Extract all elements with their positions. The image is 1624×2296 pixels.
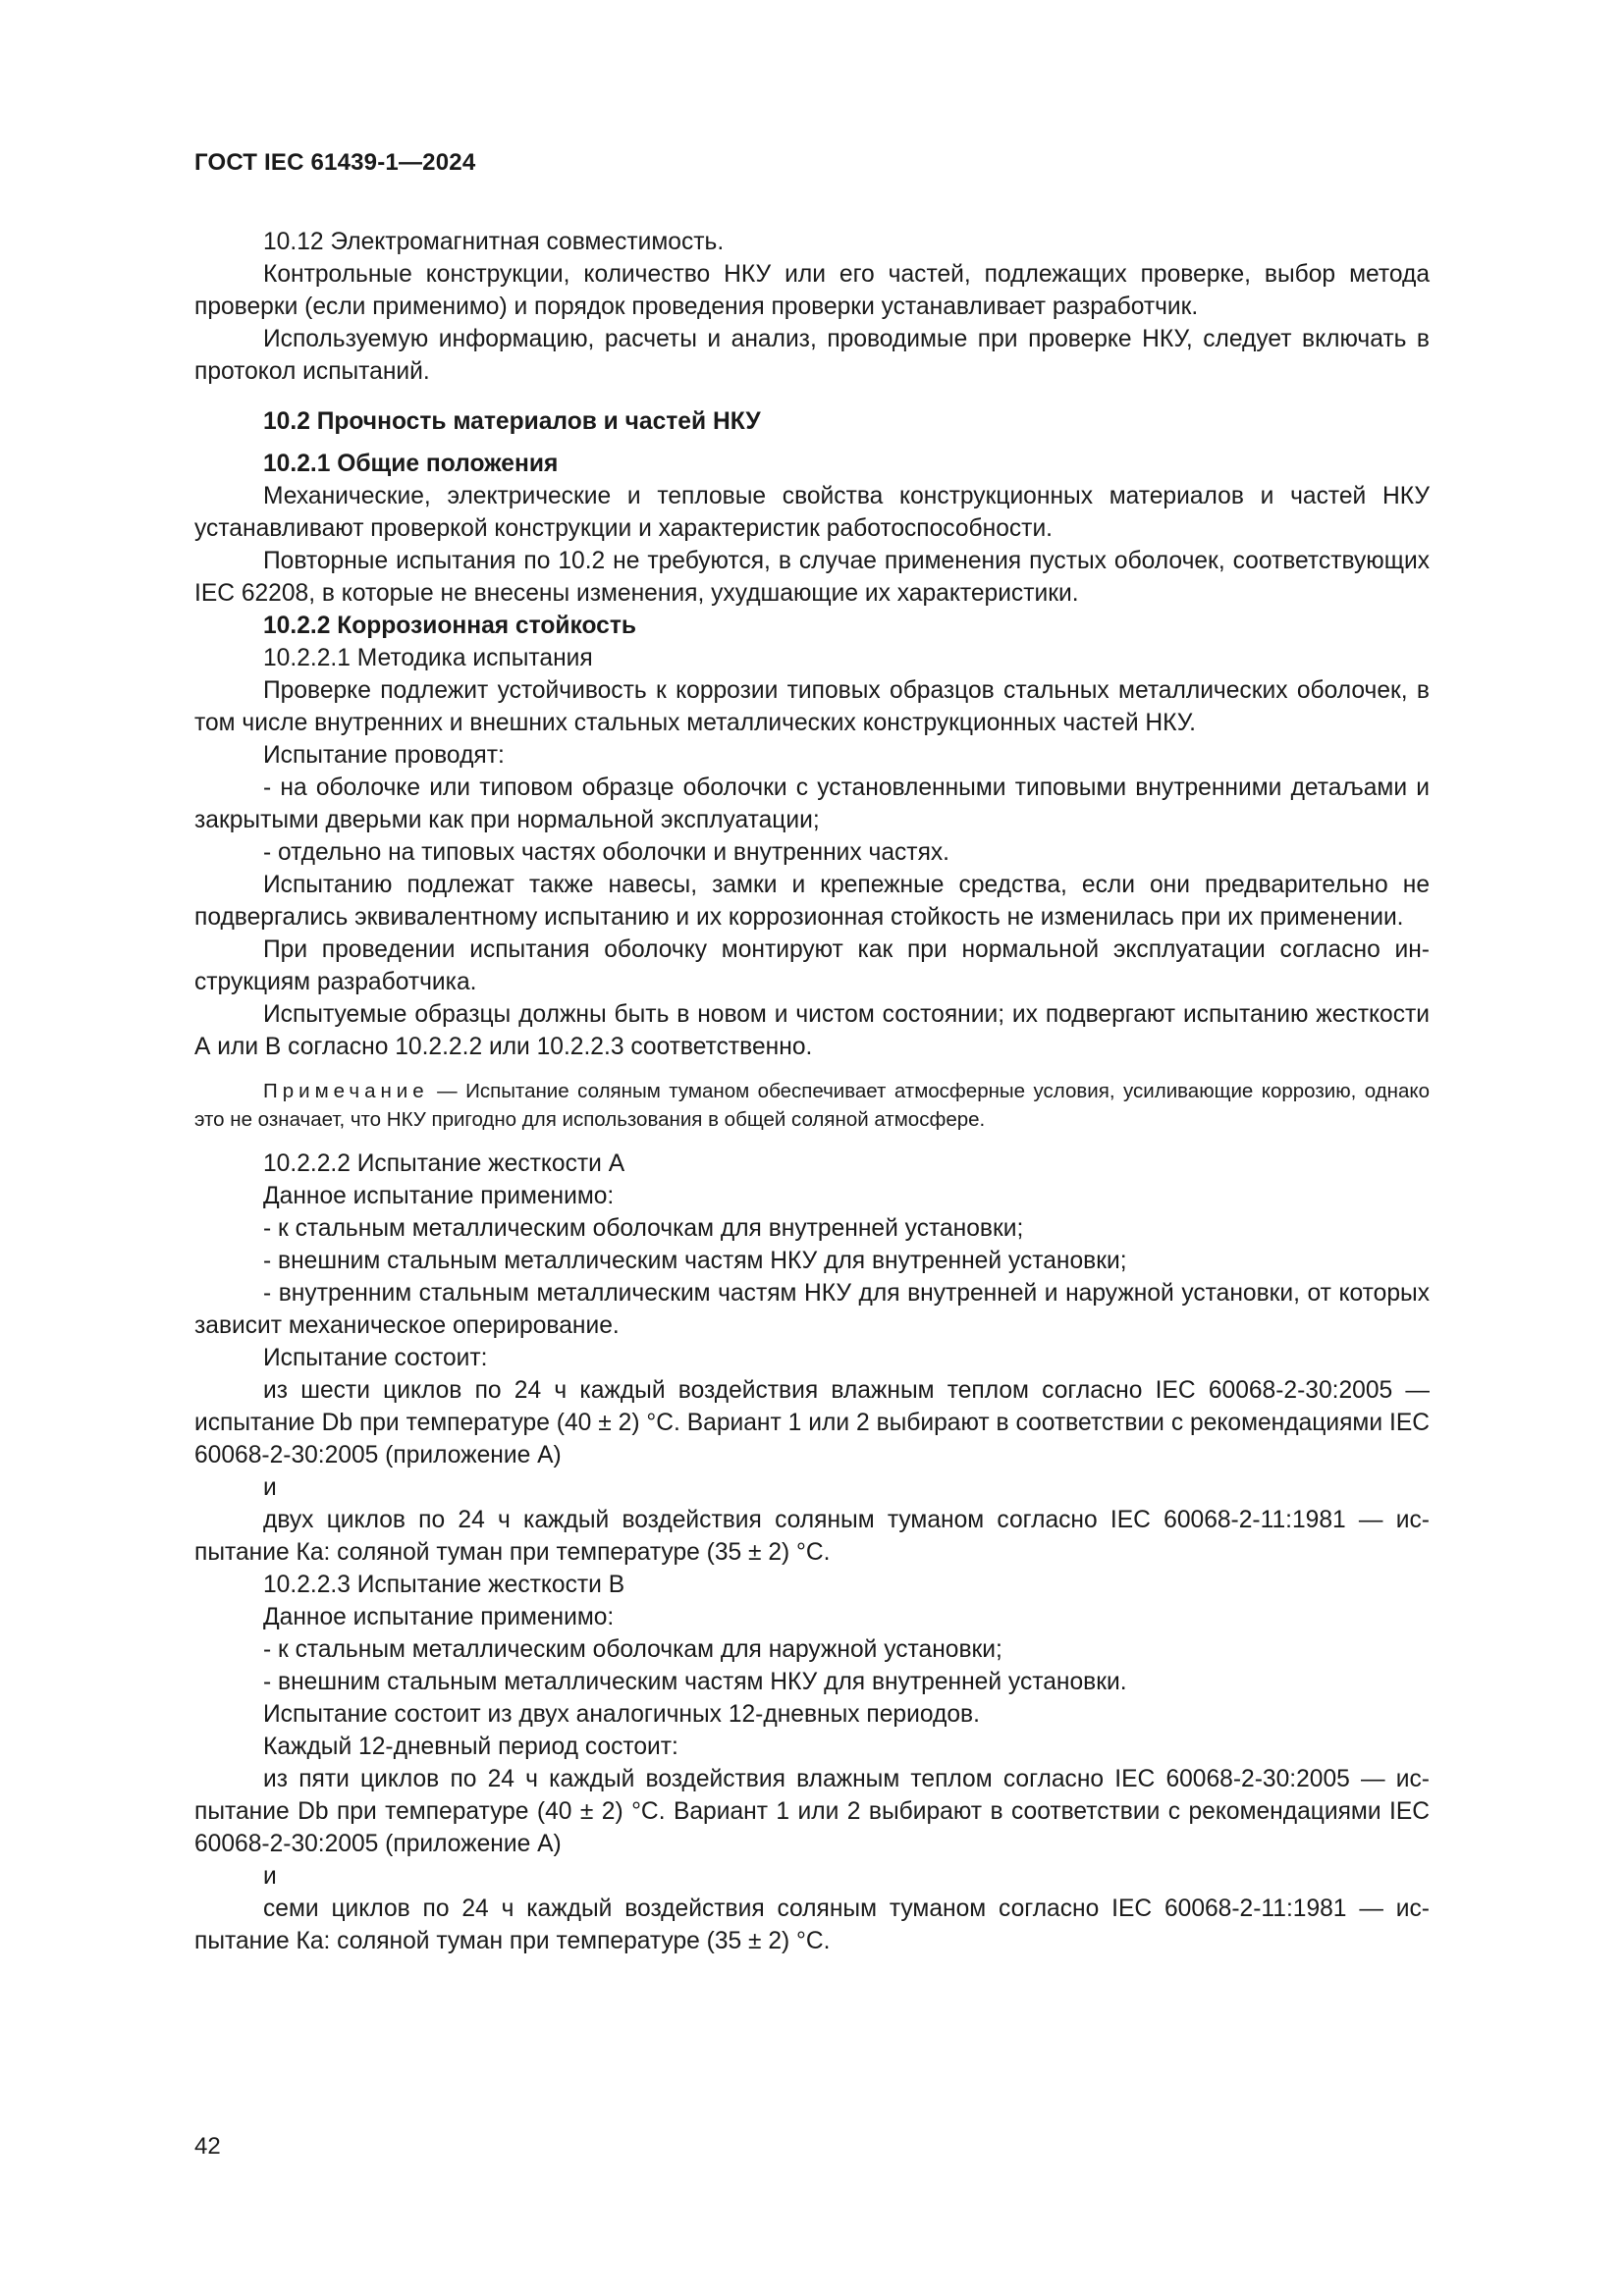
paragraph: Используемую информацию, расчеты и анализ, проводимые при проверке НКУ, следует включать в протокол испытаний. — [194, 326, 1430, 385]
clause-title: 10.2.2.2 Испытание жесткости А — [263, 1150, 625, 1177]
conjunction: и — [263, 1474, 277, 1501]
clause-title: 10.2.2.3 Испытание жесткости В — [263, 1572, 625, 1598]
paragraph: из шести циклов по 24 ч каждый воздействия влажным теплом согласно IEC 60068-2-30:2005 — испытание Db при температуре (40 ± 2) °С. Вариант 1 или 2 выбирают в соответствии с рекомендациями IEC 60068-2-30:2005 (приложение А) — [194, 1377, 1430, 1468]
list-item: - отдельно на типовых частях оболочки и внутренних частях. — [263, 839, 950, 866]
list-item: - к стальным металлическим оболочкам для наружной установки; — [263, 1636, 1002, 1663]
paragraph: При проведении испытания оболочку монтируют как при нормальной эксплуатации согласно инструкциям разработчика. — [194, 936, 1430, 995]
paragraph: Испытанию подлежат также навесы, замки и крепежные средства, если они предварительно не подвергались эквивалентному испытанию и их коррозионная стойкость не изменилась при их применении. — [194, 872, 1430, 931]
paragraph: Проверке подлежит устойчивость к коррозии типовых образцов стальных металлических оболочек, в том числе внутренних и внешних стальных металлических конструкционных частей НКУ. — [194, 677, 1430, 736]
note-text: — Испытание соляным туманом обеспечивает атмосферные условия, усиливающие коррозию, однако это не означает, что НКУ пригодно для использования в общей соляной атмосфере. — [194, 1080, 1430, 1131]
list-item: - внешним стальным металлическим частям НКУ для внутренней установки; — [263, 1248, 1127, 1274]
list-item: - внутренним стальным металлическим частям НКУ для внутренней и наружной установки, от которых зависит механическое оперирование. — [194, 1280, 1430, 1339]
paragraph: Каждый 12-дневный период состоит: — [263, 1734, 678, 1760]
paragraph: семи циклов по 24 ч каждый воздействия соляным туманом согласно IEC 60068-2-11:1981 — испытание Ка: соляной туман при температуре (35 ± 2) °С. — [194, 1896, 1430, 1954]
standard-header: ГОСТ IEC 61439-1—2024 — [194, 149, 476, 176]
list-item: - к стальным металлическим оболочкам для внутренней установки; — [263, 1215, 1024, 1242]
page-number: 42 — [194, 2133, 221, 2160]
paragraph: Данное испытание применимо: — [263, 1604, 615, 1630]
clause-title: 10.2.2.1 Методика испытания — [263, 645, 593, 671]
note — [194, 1077, 1430, 1134]
paragraph: двух циклов по 24 ч каждый воздействия соляным туманом согласно IEC 60068-2-11:1981 — испытание Ка: соляной туман при температуре (35 ± 2) °С. — [194, 1507, 1430, 1566]
paragraph: Испытание состоит из двух аналогичных 12-дневных периодов. — [263, 1701, 980, 1728]
list-item: - внешним стальным металлическим частям НКУ для внутренней установки. — [263, 1669, 1127, 1695]
paragraph: Механические, электрические и тепловые свойства конструкционных материалов и частей НКУ устанавливают проверкой конструкции и характеристик работоспособности. — [194, 483, 1430, 542]
subsection-heading: 10.2.1 Общие положения — [263, 451, 559, 477]
paragraph: Данное испытание применимо: — [263, 1183, 615, 1209]
conjunction: и — [263, 1863, 277, 1890]
section-heading: 10.2 Прочность материалов и частей НКУ — [263, 408, 761, 435]
clause-line: 10.12 Электромагнитная совместимость. — [263, 229, 725, 255]
subsection-heading: 10.2.2 Коррозионная стойкость — [263, 613, 636, 639]
paragraph: из пяти циклов по 24 ч каждый воздействия влажным теплом согласно IEC 60068-2-30:2005 — испытание Db при температуре (40 ± 2) °С. Вариант 1 или 2 выбирают в соответствии с рекомендациями IEC 60068-2-30:2005 (приложение А) — [194, 1766, 1430, 1857]
note-label: Примечание — [263, 1080, 429, 1102]
paragraph: Испытание проводят: — [263, 742, 505, 769]
paragraph: Испытуемые образцы должны быть в новом и чистом состоянии; их подвергают испытанию жесткости А или В согласно 10.2.2.2 или 10.2.2.3 соответственно. — [194, 1001, 1430, 1060]
paragraph: Повторные испытания по 10.2 не требуются, в случае применения пустых оболочек, соответствующих IEC 62208, в которые не внесены изменения, ухудшающие их характеристики. — [194, 548, 1430, 607]
list-item: - на оболочке или типовом образце оболочки с установленными типовыми внутренними детаљами и закрытыми дверьми как при нормальной эксплуатации; — [194, 774, 1430, 833]
paragraph: Испытание состоит: — [263, 1345, 488, 1371]
page-content — [194, 226, 1430, 1957]
paragraph: Контрольные конструкции, количество НКУ или его частей, подлежащих проверке, выбор метода проверки (если применимо) и порядок проведения проверки устанавливает разработчик. — [194, 261, 1430, 320]
